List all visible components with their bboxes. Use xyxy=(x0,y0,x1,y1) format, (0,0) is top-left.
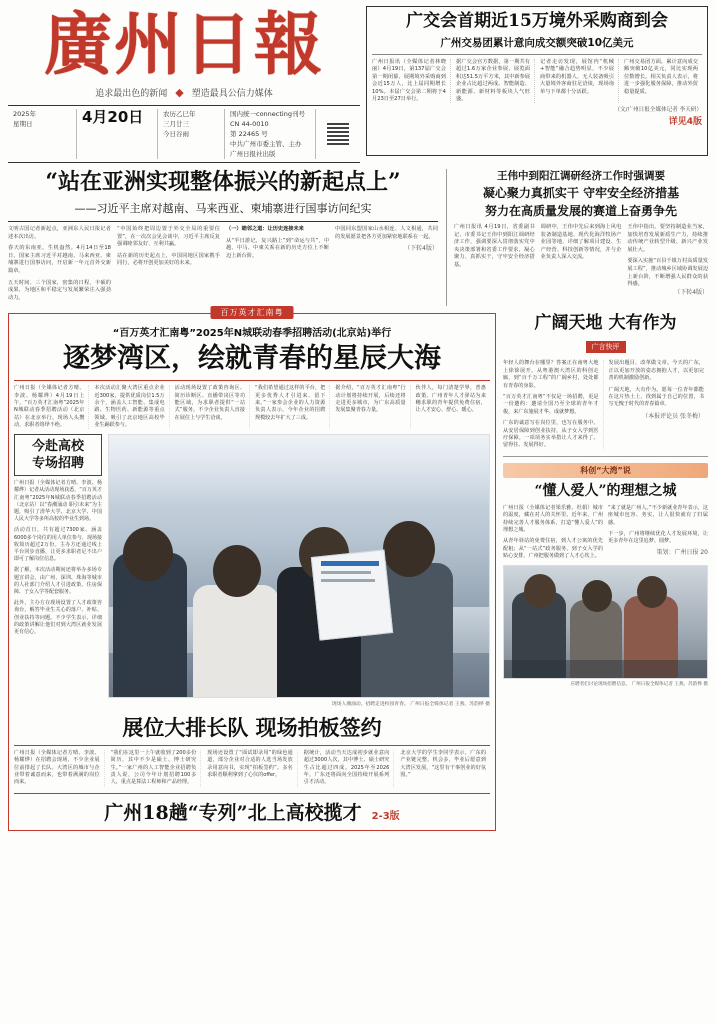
paragraph: 从“半日游记，复兴路上”到“命运与共”，中越、中马、中柬关系在新的历史方位上不断迈上新台阶。 xyxy=(226,237,329,259)
masthead-slogan xyxy=(8,86,360,99)
feature-sub-headline: 展位大排长队 现场拍板签约 xyxy=(122,715,382,741)
qr-code-block[interactable] xyxy=(316,109,360,159)
masthead-left xyxy=(8,6,360,163)
issue-date-text: 4月20日 xyxy=(82,108,144,126)
paragraph: 广州交易团方面，累计意向成交额突破10亿美元，同比实现两位数增长。相关负责人表示，将进一步强化服务保障，推动外贸稳量提质。 xyxy=(624,59,698,95)
sci-body xyxy=(503,505,708,561)
feature-ribbon: 百万英才汇南粤 xyxy=(211,306,294,319)
paragraph: 此外，主办方在现场设置了人才政策咨询台，解答毕业生关心的落户、补贴、创业扶持等问题。不少学生表示，详细的政策讲解让他们对到大湾区就业发展更有信心。 xyxy=(14,600,102,635)
divider xyxy=(14,380,490,381)
top-right-body xyxy=(372,59,702,103)
photo-person-head xyxy=(213,545,261,597)
feature-photo-wrap xyxy=(108,434,490,707)
right-column xyxy=(503,313,708,830)
masthead-info-bar xyxy=(8,105,360,163)
feature-photo xyxy=(108,434,490,698)
lead-column-1 xyxy=(8,226,111,306)
right-column-badge: 广言快评 xyxy=(586,341,626,353)
feature-photo-row xyxy=(14,434,490,707)
feature-story xyxy=(8,308,496,830)
logo-icon: ◆ xyxy=(175,86,184,99)
lead-column-4 xyxy=(335,226,438,306)
paragraph: 年轻人的舞台在哪里？答案正在南粤大地上徐徐展开。从粤港澳大湾区的科创走廊，到“百千万工程”的广阔乡村，处处都有青春的身影。 xyxy=(503,360,599,389)
paragraph: 调研中，王伟中先后来到海上风电装备制造基地、现代化海洋牧场产业园等地，详细了解项目建设、生产经营、科技创新等情况，并与企业负责人深入交流。 xyxy=(540,224,622,261)
photo-foreground xyxy=(504,660,707,678)
lead-column-2 xyxy=(117,226,220,306)
lead-continue-ref[interactable]: （下转4版） xyxy=(404,245,438,253)
right-column-title: 广阔天地 大有作为 xyxy=(534,313,677,334)
right-top-line-2: 凝心聚力真抓实干 守牢安全经济措基 xyxy=(482,186,680,200)
top-right-headline: 广交会首期近15万境外采购商到会 xyxy=(406,11,668,31)
publisher-1: 中共广州市委主管、主办 xyxy=(230,140,302,148)
feature-bottom-page-ref[interactable]: 2-3版 xyxy=(371,810,400,822)
feature-headline: 逐梦湾区，绘就青春的星辰大海 xyxy=(63,343,441,375)
photo-highlight xyxy=(109,435,489,505)
lead-band xyxy=(8,169,708,306)
paragraph: 文明古国记者新起点，亚洲东人民日报记者述本次出访。 xyxy=(8,226,111,240)
paragraph: 现场还设置了“面试即录用”的绿色通道，部分企业对合适的人选当场发放录用意向书，实现“拍板签约”。多名求职者顺利拿到了心仪的offer。 xyxy=(207,750,298,786)
feature-kicker: “百万英才汇南粤”2025年N城联动春季招聘活动(北京站)举行 xyxy=(112,328,392,340)
paragraph: 本次活动汇聚大湾区重点企业近300家，提供优质岗位1.5万余个，涵盖人工智能、集成电路、生物医药、新能源等重点领域，吸引了北京地区高校毕业生踊跃参与。 xyxy=(94,385,169,429)
paragraph: 下一步，广州将继续优化人才发展环境，让更多青年在这里追梦、圆梦。 xyxy=(608,531,708,545)
lead-headline: “站在亚洲实现整体振兴的新起点上” xyxy=(45,169,401,195)
paragraph: 站在新的历史起点上，中国同地区国家携手同行，必将开创更加美好的未来。 xyxy=(117,252,220,267)
paragraph: “我们在这里一上午就收到了200多份简历，其中不少是硕士、博士研究生。”一家广州的人工智能企业招聘负责人说，公司今年计划招聘100多人，重点是算法工程师和产品经理。 xyxy=(111,750,202,786)
publisher-block xyxy=(225,109,316,159)
paragraph: 广阔天地，大有作为。愿每一位青年都能在这片热土上，找到属于自己的位置，书写无愧于时代的青春篇章。 xyxy=(608,386,704,408)
feature-bottom-bar[interactable] xyxy=(14,793,490,825)
paragraph: 据了解，本次活动期间还将举办多场专题宣讲会，由广州、深圳、珠海等城市的人社部门介绍人才引进政策、住房保障、子女入学等配套服务。 xyxy=(14,567,102,595)
sidebar-title-box xyxy=(14,434,102,476)
paragraph: 广州日报讯 4月19日，省委副书记、市委书记王伟中到阳江调研经济工作，强调要深入贯彻落实党中央决策部署和省委工作要求，凝心聚力、真抓实干，守牢安全经济措基。 xyxy=(454,224,535,268)
paragraph: 广州日报讯（全媒体记者林晓丽）4月19日，第137届广交会第一期闭幕，展期境外采购商到会近15万人，比上届同期增长10%。本届广交会第二期将于4月23日至27日举行。 xyxy=(372,59,451,103)
photo-person xyxy=(193,585,279,698)
paragraph: “中国始终把周边置于外交全局的重要位置”，在一次次会见会谈中，习近平主席反复强调睦邻友好、互利共赢。 xyxy=(117,226,220,248)
paragraph: 广州日报（全媒体记者方晴、李波、杨耀烨）记者从活动现场获悉，“百万英才汇南粤”2025年N城联动春季招聘活动（北京站）以“春潮涌动 职引未来”为主题，吸引了清华大学、北京大学、中国人民大学等多所高校的毕业生到场。 xyxy=(14,480,102,523)
paragraph: 据介绍，“百万英才汇南粤”行动计划将持续开展，后续还将走进更多城市，为广东高质量发展集聚青春力量。 xyxy=(335,385,410,429)
paragraph: 五天时间、三个国家，密集的日程、丰硕的成果，为地区和平稳定与发展繁荣注入强劲动力。 xyxy=(8,279,111,301)
divider xyxy=(14,745,490,746)
slogan-left: 追求最出色的新闻 xyxy=(95,89,168,99)
right-top-continue-ref[interactable]: （下转4版） xyxy=(674,288,709,296)
paragraph: 王伟中指出，要坚持制造业当家，加快培育发展新质生产力，持续推动传统产业转型升级、新兴产业发展壮大。 xyxy=(627,224,709,253)
paragraph: 记者走访发现，展馆内“机械+智能”融合趋势明显，不少展商带来的机器人、无人装备吸引大量境外客商驻足洽谈，现场询单与下单都十分活跃。 xyxy=(540,59,619,103)
issue-code-2: 第 22465 号 xyxy=(230,130,268,138)
paragraph: “我们希望通过这样的平台，把更多优秀人才引进来、留下来。”一家参会企业的人力资源负责人表示，今年企业的招聘规模较去年扩大了三成。 xyxy=(255,385,330,429)
photo-brochure-line xyxy=(321,561,379,566)
lunar-line-2: 三月廿三 xyxy=(163,120,189,128)
lead-story xyxy=(8,169,438,306)
paragraph: 要深入实施“百县千镇万村高质量发展工程”，推动城乡区域协调发展迈上新台阶，不断增强人民群众的获得感。 xyxy=(627,258,709,288)
feature-sidebar xyxy=(14,434,102,707)
divider xyxy=(503,456,708,457)
paragraph: 广州日报（全媒体记者方晴、李波、杨耀烨）在招聘会现场，不少企业展位前排起了长队。大湾区的城市与企业带着诚意而来，也带着满满的岗位而来。 xyxy=(14,750,105,786)
photo-person-head xyxy=(637,576,667,608)
issue-date xyxy=(77,109,158,159)
photo-person-head xyxy=(123,527,173,581)
right-column-body xyxy=(503,360,708,449)
photo-person-head xyxy=(383,521,435,577)
lead-subhead: ——习近平主席对越南、马来西亚、柬埔寨进行国事访问纪实 xyxy=(74,202,372,215)
issue-weekday: 星期日 xyxy=(13,120,33,128)
divider xyxy=(8,221,438,222)
lead-subsection-title: （一）睦邻之道：让历史连接未来 xyxy=(226,226,304,232)
paragraph: 发展出题目，改革做文章。今天的广东，正以更加开放的姿态拥抱人才，以更加完善的机制激励创新。 xyxy=(608,360,704,382)
sci-note: 策划：广州日报 20 xyxy=(656,548,708,556)
feature-bottom-title: 广州18趟“专列”北上高校揽才 xyxy=(104,801,362,824)
sci-photo xyxy=(503,565,708,679)
right-column-byline: （本报评论员 张冬梅） xyxy=(642,412,704,420)
paragraph: “百万英才汇南粤”不仅是一场招聘，更是一份邀约：邀请全国乃至全球的青年才俊，来广东施展才华、成就梦想。 xyxy=(503,393,599,415)
paragraph: 北京大学的学生李同学表示，广东的产业链完整、机会多，毕业后愿意到大湾区发展，“这里有干事创业的好氛围。” xyxy=(400,750,486,779)
top-right-story xyxy=(366,6,708,156)
paragraph: 伙伴人，每门清楚学界，普惠政策。广州青年人才驿站为来穗求职的青年提供免费住宿，让人才安心、舒心、暖心。 xyxy=(415,385,486,414)
masthead xyxy=(8,6,708,163)
lead-body xyxy=(8,226,438,306)
lunar-line-1: 农历乙巳年 xyxy=(163,110,196,118)
photo-person-head xyxy=(524,574,556,608)
photo-person-head xyxy=(582,580,612,612)
paragraph: “来了就是广州人。”不少新就业青年表示，这座城市包容、务实，让人很快就有了归属感。 xyxy=(608,504,708,526)
issue-date-block xyxy=(8,109,77,159)
sci-headline: “懂人爱人”的理想之城 xyxy=(534,482,677,499)
publisher-2: 广州日报社出版 xyxy=(230,150,276,158)
top-right-subhead: 广州交易团累计意向成交额突破10亿美元 xyxy=(440,37,634,49)
photo-brochure-line xyxy=(321,579,375,582)
qr-code-icon[interactable] xyxy=(327,123,349,145)
paragraph: 春天的东南亚，生机盎然。4月14日至18日，国家主席习近平对越南、马来西亚、柬埔寨进行国事访问，开启新一年元首外交新篇章。 xyxy=(8,245,111,274)
top-right-page-ref[interactable]: 详见4版 xyxy=(668,117,702,128)
feature-sub-body xyxy=(14,750,490,786)
paragraph: 中国同东盟国家山水相连、人文相通，共同的发展愿景把各方更加紧密地联系在一起。 xyxy=(335,226,438,240)
issue-code-1: 国内统一connecting刊号 CN 44-0010 xyxy=(230,110,305,128)
paragraph: 据统计，活动当天达成初步就业意向超过3000人次，其中博士、硕士研究生占比超过四成。2025年至2026年，广东还将面向全国持续开展系列引才活动。 xyxy=(304,750,395,786)
slogan-right: 塑造最具公信力媒体 xyxy=(191,89,273,99)
photo-brochure-line xyxy=(321,571,371,574)
right-top-body xyxy=(454,224,708,296)
paragraph: 从青年驿站的免费住宿，到人才公寓的优先配租；从“一站式”政务服务，到子女入学的贴心安排，广州把服务做到了人才心坎上。 xyxy=(503,538,603,560)
paragraph: 广州日报（全媒体记者梁乐雅、杜娟）城市的温度，藏在对人的关怀里。近年来，广州持续完善人才服务体系，打造“懂人爱人”的理想之城。 xyxy=(503,504,603,534)
paragraph: 广州日报（全媒体记者方晴、李波、杨耀烨）4月19日上午，“百万英才汇南粤”2025年N城联动春季招聘活动（北京站）在北京举行。现场人头攒动，求职者络绎不绝。 xyxy=(14,385,89,429)
paragraph: 据广交会官方数据，第一期共有超过1.6万家企业参展，展览面积达51.5万平方米，其中新参展企业占比超过两成。智能制造、新能源、新材料等板块人气旺盛。 xyxy=(456,59,535,103)
sci-section-tag: 科创“大湾”说 xyxy=(503,463,708,478)
newspaper-title: 廣州日報 xyxy=(43,5,324,85)
issue-year: 2025年 xyxy=(13,110,37,118)
right-top-story xyxy=(446,169,708,306)
paragraph: 活动首日，共有超过7300家、涵盖6000多个岗位的用人单位参与，现场接收简历超过2万份。主办方还通过线上平台同步直播，让更多求职者足不出户即可了解岗位信息。 xyxy=(14,527,102,563)
paragraph: 活动现场设置了政策咨询区、简历诊断区、直播带岗区等功能区域，为求职者提供“一站式”服务。不少企业负责人直接在展位上与学生洽谈。 xyxy=(175,385,250,429)
top-right-byline: （文/广州日报全媒体记者 李天研） xyxy=(614,107,702,114)
sidebar-title: 今赴高校 专场招聘 xyxy=(31,439,84,472)
right-top-line-3: 努力在高质量发展的赛道上奋勇争先 xyxy=(484,204,677,218)
lower-section xyxy=(8,308,708,830)
feature-photo-caption: 现场人潮涌动。招聘走进校园青春。 广州日报全媒体记者 王燕、苏韵桦 摄 xyxy=(331,702,490,708)
sci-photo-caption: 应聘者们讨论现场招聘信息。 广州日报全媒体记者 王燕、苏韵桦 摄 xyxy=(570,681,708,687)
right-top-line-1: 王伟中到阳江调研经济工作时强调要 xyxy=(497,170,665,182)
divider xyxy=(372,54,702,55)
feature-body xyxy=(14,385,490,429)
lead-column-3 xyxy=(226,226,329,306)
lunar-line-3: 今日谷雨 xyxy=(163,130,189,138)
paragraph: 广东的诚意写在岗位里，也写在服务中。从安居保障到创业扶持，从子女入学到医疗保障，一项项务实举措让人才来得了、留得住、发展得好。 xyxy=(503,420,599,449)
lunar-date-block xyxy=(158,109,225,159)
